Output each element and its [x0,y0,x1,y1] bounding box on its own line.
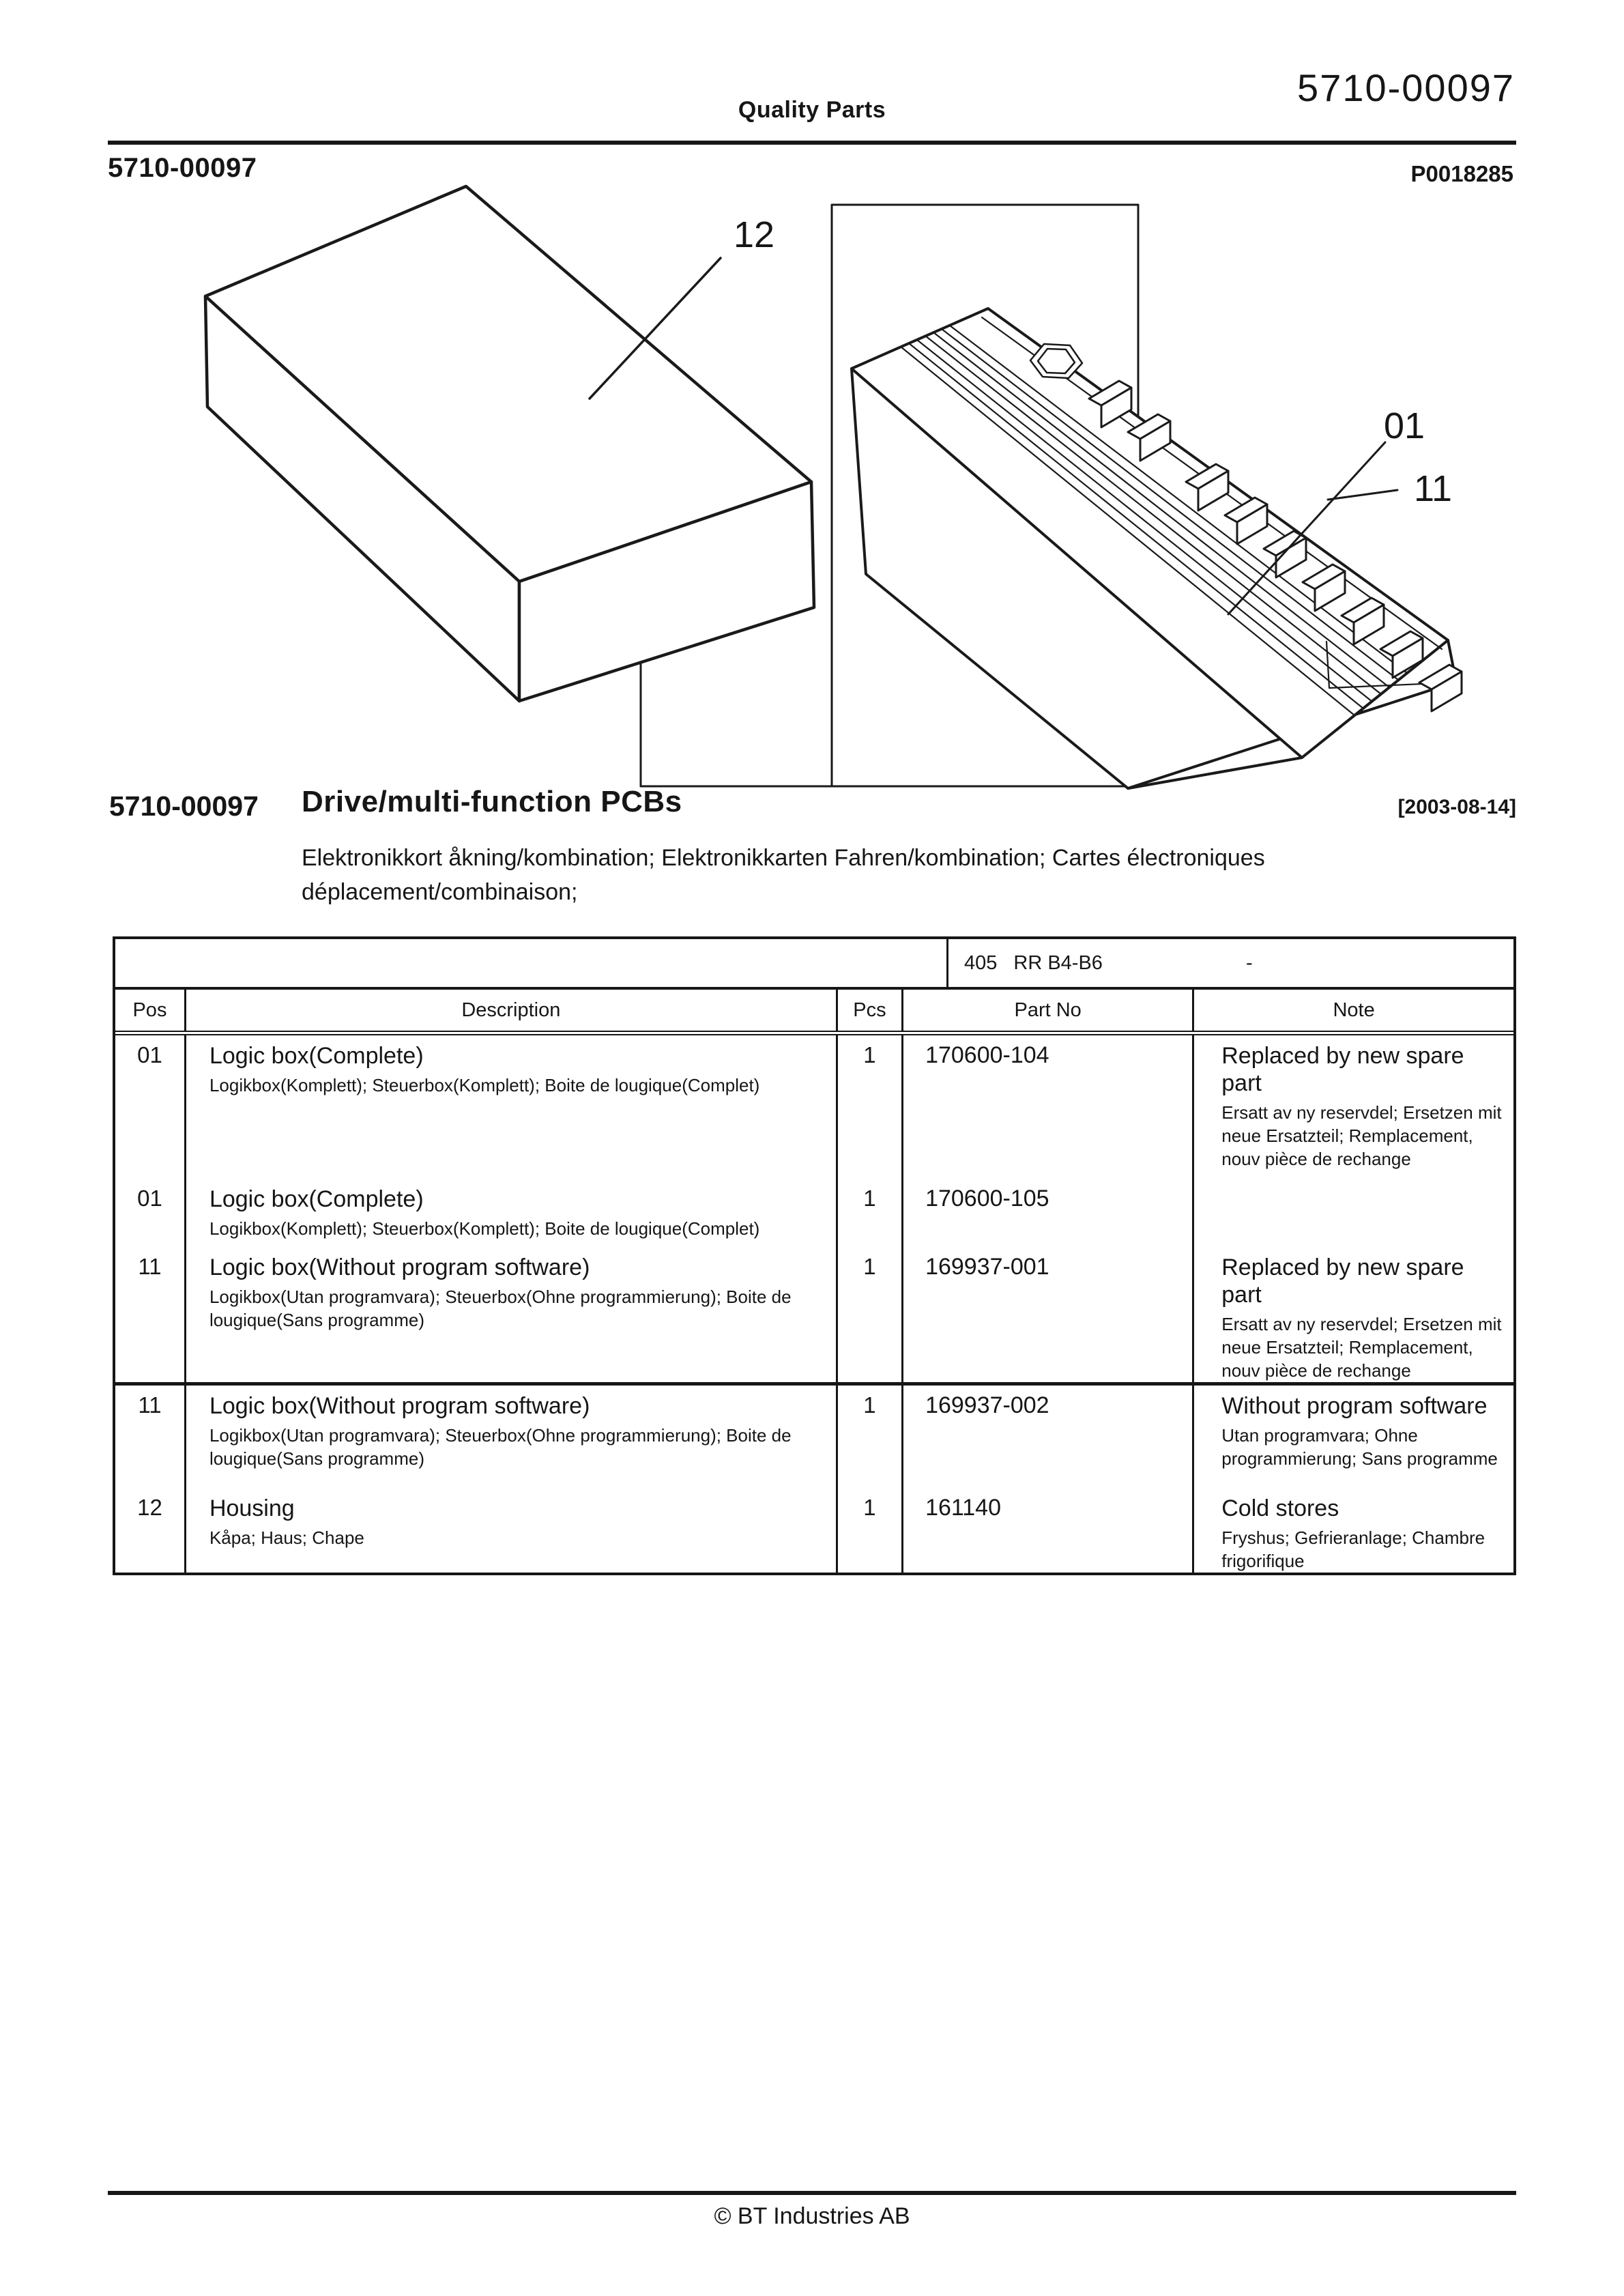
note-translations: Ersatt av ny reservdel; Ersetzen mit neue Ersatzteil; Remplacement, nouv pièce de rechange [1221,1314,1502,1381]
model-dash: - [1245,951,1253,974]
table-row [115,1384,1513,1489]
label-12: 12 [733,214,775,255]
section-number: 5710-00097 [108,153,257,183]
page-subtitle: Elektronikkort åkning/kombination; Elektronikkarten Fahren/kombination; Cartes électroniques déplacement/combinaison; [302,845,1265,905]
cell-pcs: 1 [837,1247,902,1384]
cell-pcs: 1 [837,1033,902,1179]
note-translations: Ersatt av ny reservdel; Ersetzen mit neue Ersatzteil; Remplacement, nouv pièce de rechange [1221,1102,1502,1169]
cell-description [185,1384,837,1489]
cell-description [185,1179,837,1247]
cell-pcs: 1 [837,1384,902,1489]
table-header-row [115,990,1513,1033]
cell-note [1193,1179,1513,1247]
label-11: 11 [1413,468,1453,509]
description-translations: Logikbox(Komplett); Steuerbox(Komplett); Boite de lougique(Complet) [209,1218,760,1239]
description-text: Logic box(Without program software) [209,1393,590,1419]
cell-description [185,1488,837,1573]
note-text: Cold stores [1221,1495,1339,1521]
cell-pos: 01 [115,1033,185,1179]
description-text: Logic box(Without program software) [209,1254,590,1280]
cell-note [1193,1247,1513,1384]
header-title: Quality Parts [738,97,886,123]
note-text: Replaced by new spare part [1221,1254,1464,1308]
footer-rule [108,2191,1516,2195]
cell-pcs: 1 [837,1179,902,1247]
figure-housing-box [205,186,814,701]
page-title: Drive/multi-function PCBs [302,785,682,818]
copyright-text: © BT Industries AB [714,2203,910,2229]
cell-part-no: 170600-104 [903,1033,1193,1179]
cell-pos: 12 [115,1488,185,1573]
cell-pos: 11 [115,1247,185,1384]
note-text: Without program software [1221,1393,1488,1419]
table-row [115,1247,1513,1384]
header-rule [108,141,1516,145]
cell-description [185,1247,837,1384]
column-header-note: Note [1193,990,1513,1033]
description-translations: Kåpa; Haus; Chape [209,1527,364,1548]
cell-part-no: 169937-002 [903,1384,1193,1489]
parts-table [113,936,1516,1575]
description-translations: Logikbox(Utan programvara); Steuerbox(Ohne programmierung); Boite de lougique(Sans programme) [209,1425,792,1469]
cell-pos: 11 [115,1384,185,1489]
model-code: 405 [964,951,998,974]
image-reference: P0018285 [1410,161,1513,186]
cell-part-no: 161140 [903,1488,1193,1573]
model-info-row [115,939,1513,990]
table-row [115,1033,1513,1179]
column-header-part-no: Part No [903,990,1193,1033]
column-header-pos: Pos [115,990,185,1033]
label-01: 01 [1383,405,1425,446]
cell-part-no: 169937-001 [903,1247,1193,1384]
cell-part-no: 170600-105 [903,1179,1193,1247]
column-header-description: Description [185,990,837,1033]
cell-note [1193,1384,1513,1489]
model-name: RR B4-B6 [1013,951,1103,974]
cell-note [1193,1488,1513,1573]
description-text: Housing [209,1495,295,1521]
header-doc-number: 5710-00097 [1297,66,1515,109]
cell-note [1193,1033,1513,1179]
description-text: Logic box(Complete) [209,1043,424,1069]
note-translations: Fryshus; Gefrieranlage; Chambre frigorifique [1221,1527,1485,1571]
note-translations: Utan programvara; Ohne programmierung; Sans programme [1221,1425,1498,1469]
note-text: Replaced by new spare part [1221,1043,1464,1096]
table-row [115,1179,1513,1247]
table-row [115,1488,1513,1573]
description-translations: Logikbox(Utan programvara); Steuerbox(Ohne programmierung); Boite de lougique(Sans programme) [209,1287,792,1330]
description-translations: Logikbox(Komplett); Steuerbox(Komplett); Boite de lougique(Complet) [209,1075,760,1095]
cell-pcs: 1 [837,1488,902,1573]
column-header-pcs: Pcs [837,990,902,1033]
cell-description [185,1033,837,1179]
cell-pos: 01 [115,1179,185,1247]
revision-date: [2003-08-14] [1397,796,1516,818]
description-text: Logic box(Complete) [209,1186,424,1212]
title-number: 5710-00097 [109,790,259,822]
